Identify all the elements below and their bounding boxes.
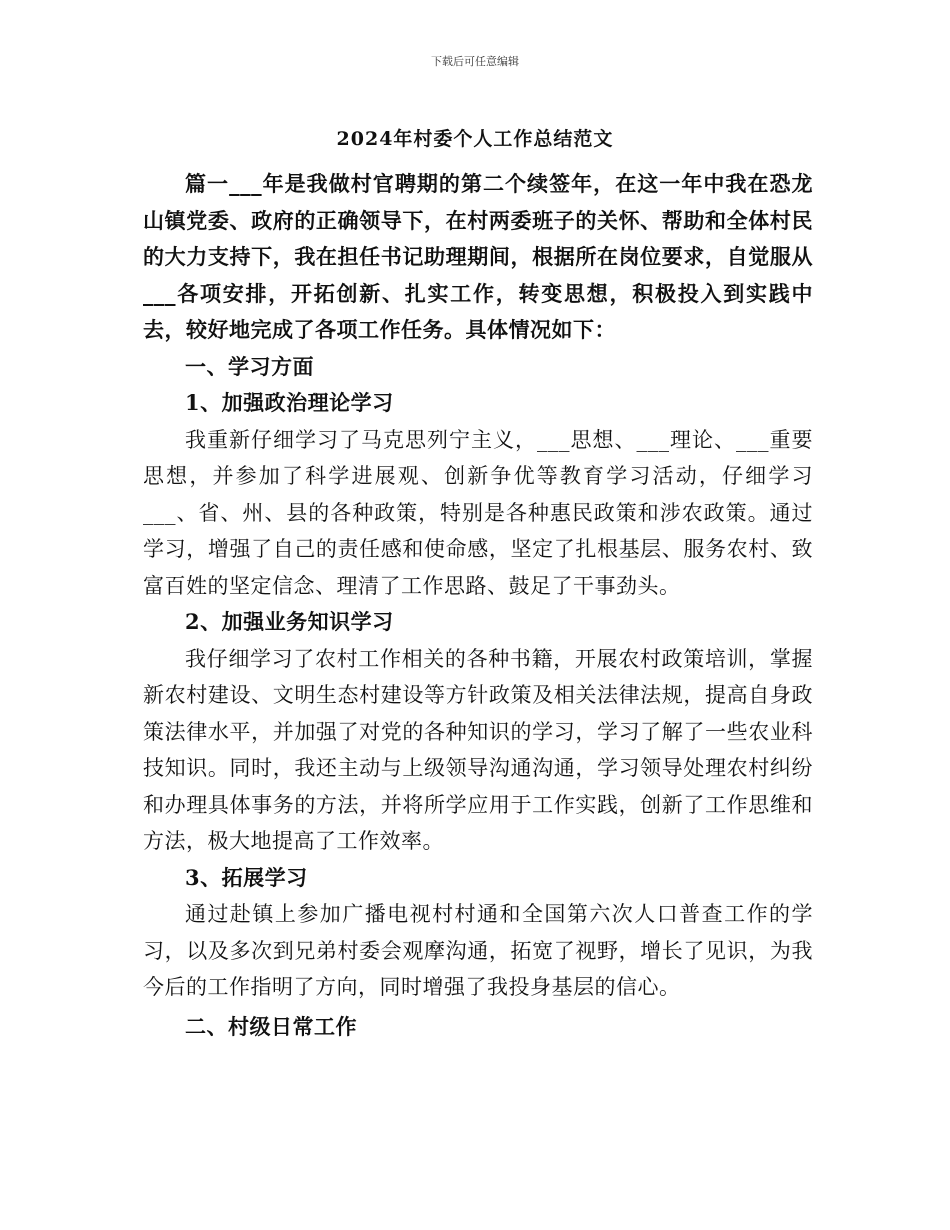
subheading-political-theory: 1、加强政治理论学习 [185,390,394,415]
header-note: 下载后可任意编辑 [431,55,519,68]
paragraph-political-theory: 我重新仔细学习了马克思列宁主义，___思想、___理论、___重要思想，并参加了科学进展观、创新争优等教育学习活动，仔细学习___、省、州、县的各种政策，特别是各种惠民政策和涉农政策。通过学习，增强了自己的责任感和使命感，坚定了扎根基层、服务农村、致富百姓的坚定信念、理清了工作思路、鼓足了干事劲头。 [143,427,813,598]
paragraph-expand-study: 通过赴镇上参加广播电视村村通和全国第六次人口普查工作的学习，以及多次到兄弟村委会观摩沟通，拓宽了视野，增长了见识，为我今后的工作指明了方向，同时增强了我投身基层的信心。 [143,902,813,999]
intro-paragraph: 篇一___年是我做村官聘期的第二个续签年，在这一年中我在恐龙山镇党委、政府的正确领导下，在村两委班子的关怀、帮助和全体村民的大力支持下，我在担任书记助理期间，根据所在岗位要求，自觉服从___各项安排，开拓创新、扎实工作，转变思想，积极投入到实践中去，较好地完成了各项工作任务。具体情况如下： [143,171,813,342]
paragraph-business-knowledge: 我仔细学习了农村工作相关的各种书籍，开展农村政策培训，掌握新农村建设、文明生态村建设等方针政策及相关法律法规，提高自身政策法律水平，并加强了对党的各种知识的学习，学习了解了一些农业科技知识。同时，我还主动与上级领导沟通沟通，学习领导处理农村纠纷和办理具体事务的方法，并将所学应用于工作实践，创新了工作思维和方法，极大地提高了工作效率。 [143,646,813,853]
subheading-business-knowledge: 2、加强业务知识学习 [185,609,394,634]
document-body [143,166,813,1045]
subheading-expand-study: 3、拓展学习 [185,864,308,890]
section-heading-daily-work: 二、村级日常工作 [185,1013,357,1039]
document-title: 2024年村委个人工作总结范文 [336,128,614,150]
section-heading-study: 一、学习方面 [185,353,314,379]
